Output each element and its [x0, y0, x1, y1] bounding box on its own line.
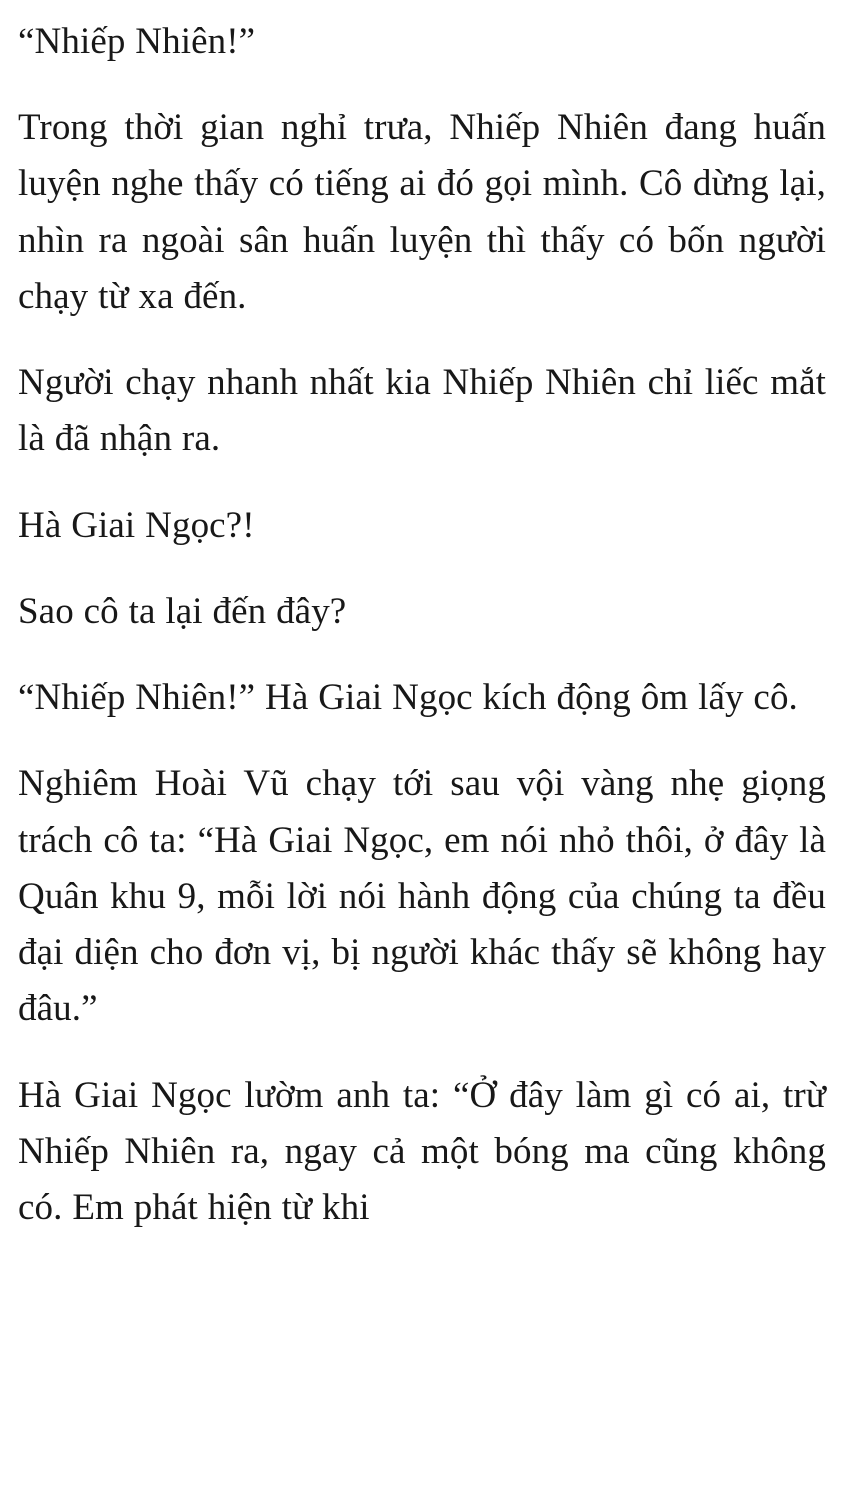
paragraph: “Nhiếp Nhiên!” Hà Giai Ngọc kích động ôm lấy cô.: [18, 677, 798, 719]
paragraph: “Nhiếp Nhiên!”: [18, 21, 256, 62]
paragraph: Hà Giai Ngọc lườm anh ta: “Ở đây làm gì có ai, trừ Nhiếp Nhiên ra, ngay cả một bóng ma cũng không có. Em phát hiện từ khi: [18, 1074, 826, 1228]
paragraph: Trong thời gian nghỉ trưa, Nhiếp Nhiên đang huấn luyện nghe thấy có tiếng ai đó gọi mình. Cô dừng lại, nhìn ra ngoài sân huấn luyện thì thấy có bốn người chạy từ xa đến.: [18, 107, 826, 317]
paragraph: Người chạy nhanh nhất kia Nhiếp Nhiên chỉ liếc mắt là đã nhận ra.: [18, 362, 826, 460]
paragraph: Sao cô ta lại đến đây?: [18, 590, 347, 632]
paragraph: Hà Giai Ngọc?!: [18, 504, 255, 546]
paragraph: Nghiêm Hoài Vũ chạy tới sau vội vàng nhẹ giọng trách cô ta: “Hà Giai Ngọc, em nói nhỏ thôi, ở đây là Quân khu 9, mỗi lời nói hành động của chúng ta đều đại diện cho đơn vị, bị người khác thấy sẽ không hay đâu.”: [18, 763, 826, 1030]
